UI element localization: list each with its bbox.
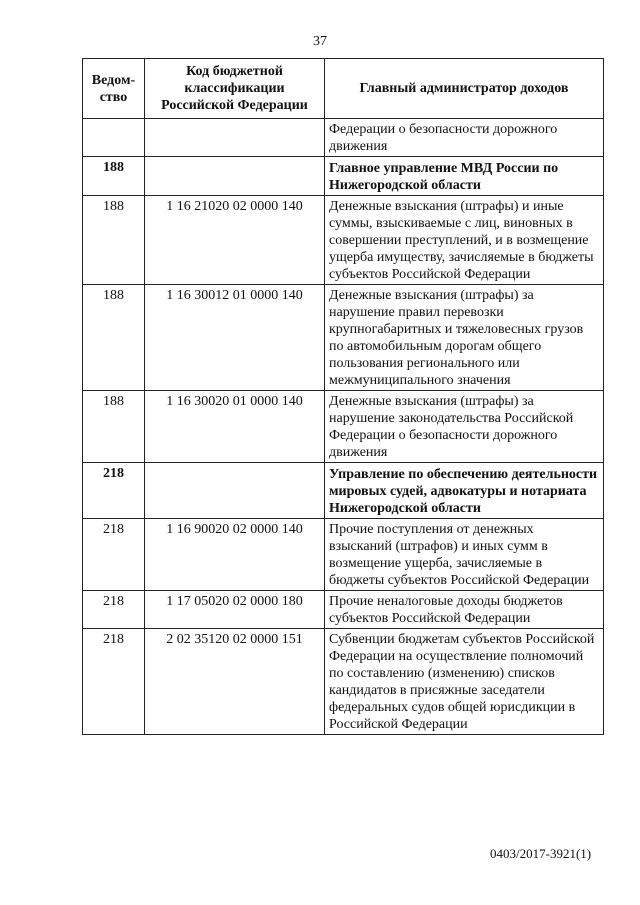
header-code: Код бюджетной классификации Российской Федерации [145,59,325,119]
table-row [83,391,604,463]
cell-department: 218 [83,591,145,629]
cell-code [145,463,325,519]
cell-department: 188 [83,285,145,391]
page-number: 37 [313,34,327,49]
cell-code: 1 17 05020 02 0000 180 [145,591,325,629]
table-row [83,519,604,591]
cell-department: 218 [83,463,145,519]
budget-classification-table [82,58,604,735]
cell-code [145,119,325,157]
cell-code: 1 16 90020 02 0000 140 [145,519,325,591]
cell-administrator: Денежные взыскания (штрафы) и иные суммы, взыскиваемые с лиц, виновных в совершении преступлений, и в возмещение ущерба имуществу, зачисляемые в бюджеты субъектов Российской Федерации [325,196,604,285]
cell-administrator: Субвенции бюджетам субъектов Российской Федерации на осуществление полномочий по составлению (изменению) списков кандидатов в присяжные заседатели федеральных судов общей юрисдикции в Российской Федерации [325,629,604,735]
cell-administrator: Главное управление МВД России по Нижегородской области [325,157,604,196]
cell-administrator: Прочие поступления от денежных взысканий (штрафов) и иных сумм в возмещение ущерба, зачисляемые в бюджеты субъектов Российской Федерации [325,519,604,591]
cell-department [83,119,145,157]
cell-code: 2 02 35120 02 0000 151 [145,629,325,735]
cell-administrator: Управление по обеспечению деятельности мировых судей, адвокатуры и нотариата Нижегородской области [325,463,604,519]
cell-department: 188 [83,391,145,463]
cell-department: 218 [83,629,145,735]
cell-department: 188 [83,157,145,196]
table-row [83,196,604,285]
table-row [83,119,604,157]
cell-administrator: Федерации о безопасности дорожного движения [325,119,604,157]
table-header-row [83,59,604,119]
cell-administrator: Денежные взыскания (штрафы) за нарушение законодательства Российской Федерации о безопасности дорожного движения [325,391,604,463]
cell-department: 218 [83,519,145,591]
cell-administrator: Прочие неналоговые доходы бюджетов субъектов Российской Федерации [325,591,604,629]
cell-department: 188 [83,196,145,285]
header-department: Ведом-ство [83,59,145,119]
document-code: 0403/2017-3921(1) [490,846,592,861]
cell-administrator: Денежные взыскания (штрафы) за нарушение правил перевозки крупногабаритных и тяжеловесных грузов по автомобильным дорогам общего пользования регионального или межмуниципального значения [325,285,604,391]
cell-code: 1 16 30020 01 0000 140 [145,391,325,463]
header-administrator: Главный администратор доходов [325,59,604,119]
table-row [83,463,604,519]
cell-code: 1 16 30012 01 0000 140 [145,285,325,391]
table-row [83,157,604,196]
table-row [83,591,604,629]
table-body [83,119,604,735]
table-row [83,629,604,735]
table-row [83,285,604,391]
cell-code: 1 16 21020 02 0000 140 [145,196,325,285]
cell-code [145,157,325,196]
